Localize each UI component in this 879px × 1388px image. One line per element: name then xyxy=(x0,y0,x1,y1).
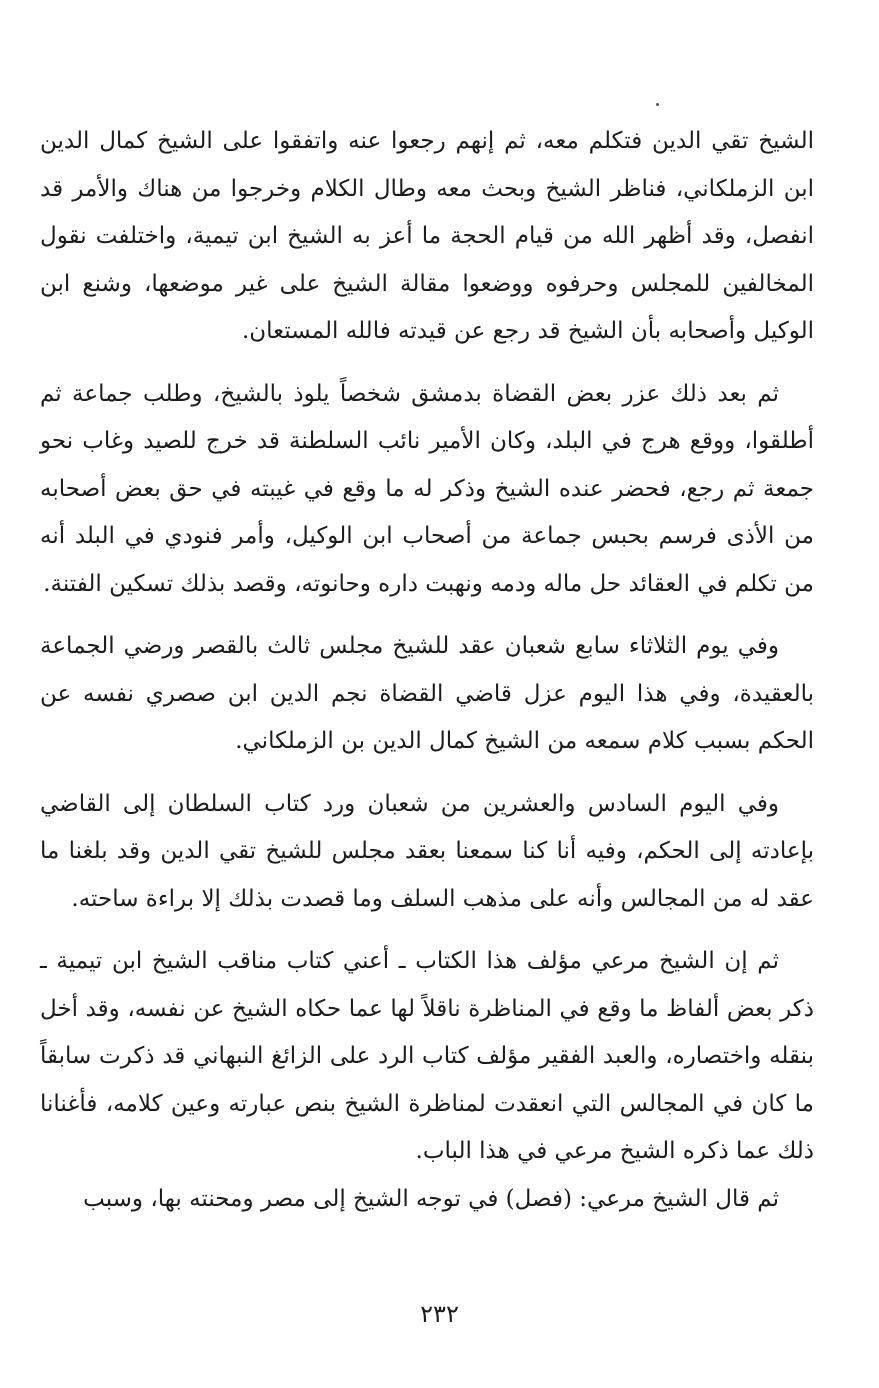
paragraph-2: ثم بعد ذلك عزر بعض القضاة بدمشق شخصاً يلوذ بالشيخ، وطلب جماعة ثم أطلقوا، ووقع هرج في البلد، وكان الأمير نائب السلطنة قد خرج للصيد وغاب نحو جمعة ثم رجع، فحضر عنده الشيخ وذكر له ما وقع في غيبته في حق بعض أصحابه من الأذى فرسم بحبس جماعة من أصحاب ابن الوكيل، وأمر فنودي في البلد أنه من تكلم في العقائد حل ماله ودمه ونهبت داره وحانوته، وقصد بذلك تسكين الفتنة. xyxy=(40,380,814,597)
paragraph-4: وفي اليوم السادس والعشرين من شعبان ورد كتاب السلطان إلى القاضي بإعادته إلى الحكم، وفيه أنا كنا سمعنا بعقد مجلس للشيخ تقي الدين وقد بلغنا ما عقد له من المجالس وأنه على مذهب السلف وما قصدت بذلك إلا براءة ساحته. xyxy=(40,790,814,912)
paragraph-1: الشيخ تقي الدين فتكلم معه، ثم إنهم رجعوا عنه واتفقوا على الشيخ كمال الدين ابن الزملكاني، فناظر الشيخ وبحث معه وطال الكلام وخرجوا من هناك والأمر قد انفصل، وقد أظهر الله من قيام الحجة ما أعز به الشيخ ابن تيمية، واختلفت نقول المخالفين للمجلس وحرفوه ووضعوا مقالة الشيخ على غير موضعها، وشنع ابن الوكيل وأصحابه بأن الشيخ قد رجع عن قيدته فالله المستعان. xyxy=(40,128,814,344)
paragraph-3: وفي يوم الثلاثاء سابع شعبان عقد للشيخ مجلس ثالث بالقصر ورضي الجماعة بالعقيدة، وفي هذا اليوم عزل قاضي القضاة نجم الدين ابن صصري نفسه عن الحكم بسبب كلام سمعه من الشيخ كمال الدين بن الزملكاني. xyxy=(40,633,814,754)
paragraph-6: ثم قال الشيخ مرعي: (فصل) في توجه الشيخ إلى مصر ومحنته بها، وسبب xyxy=(83,1185,779,1212)
page-body xyxy=(40,118,814,1338)
page-number: ٢٣٢ xyxy=(420,1300,459,1328)
paragraph-5: ثم إن الشيخ مرعي مؤلف هذا الكتاب ـ أعني كتاب مناقب الشيخ ابن تيمية ـ ذكر بعض ألفاظ ما وقع في المناظرة ناقلاً لها عما حكاه الشيخ عن نفسه، وقد أخل بنقله واختصاره، والعبد الفقير مؤلف كتاب الرد على الزائغ النبهاني قد ذكرت سابقاً ما كان في المجالس التي انعقدت لمناظرة الشيخ بنص عبارته وعين كلامه، فأغنانا ذلك عما ذكره الشيخ مرعي في هذا الباب. xyxy=(40,948,814,1164)
print-speck xyxy=(656,103,659,106)
